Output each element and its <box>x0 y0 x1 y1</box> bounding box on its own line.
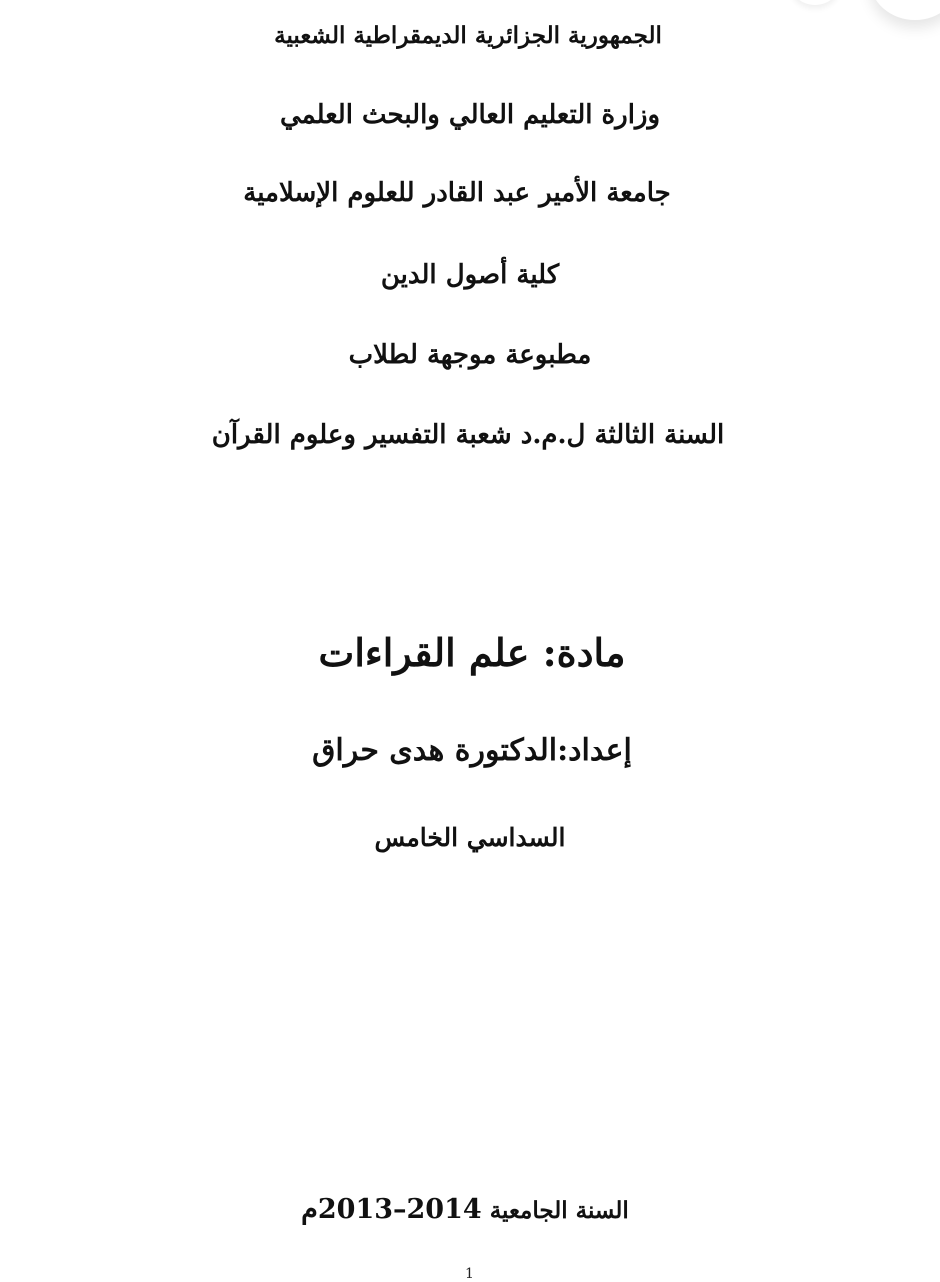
page-number: 1 <box>465 1266 474 1282</box>
academic-year-label: السنة الجامعية <box>489 1197 629 1224</box>
ministry-title: وزارة التعليم العالي والبحث العلمي <box>279 100 661 130</box>
subject-title: مادة: علم القراءات <box>318 630 626 675</box>
semester-line: السداسي الخامس <box>374 823 566 852</box>
academic-year-value: 2013–2014 <box>317 1194 482 1225</box>
page-corner-shadow <box>870 0 940 20</box>
audience-line: السنة الثالثة ل.م.د شعبة التفسير وعلوم القرآن <box>211 420 725 450</box>
faculty-title: كلية أصول الدين <box>380 260 560 290</box>
document-type: مطبوعة موجهة لطلاب <box>348 340 592 370</box>
university-title: جامعة الأمير عبد القادر للعلوم الإسلامية <box>243 178 671 208</box>
academic-year <box>0 1194 935 1225</box>
academic-year-suffix: م <box>301 1194 318 1225</box>
page-corner-shadow-small <box>790 0 840 5</box>
author-line: إعداد:الدكتورة هدى حراق <box>312 733 632 768</box>
republic-title: الجمهورية الجزائرية الديمقراطية الشعبية <box>274 22 662 49</box>
